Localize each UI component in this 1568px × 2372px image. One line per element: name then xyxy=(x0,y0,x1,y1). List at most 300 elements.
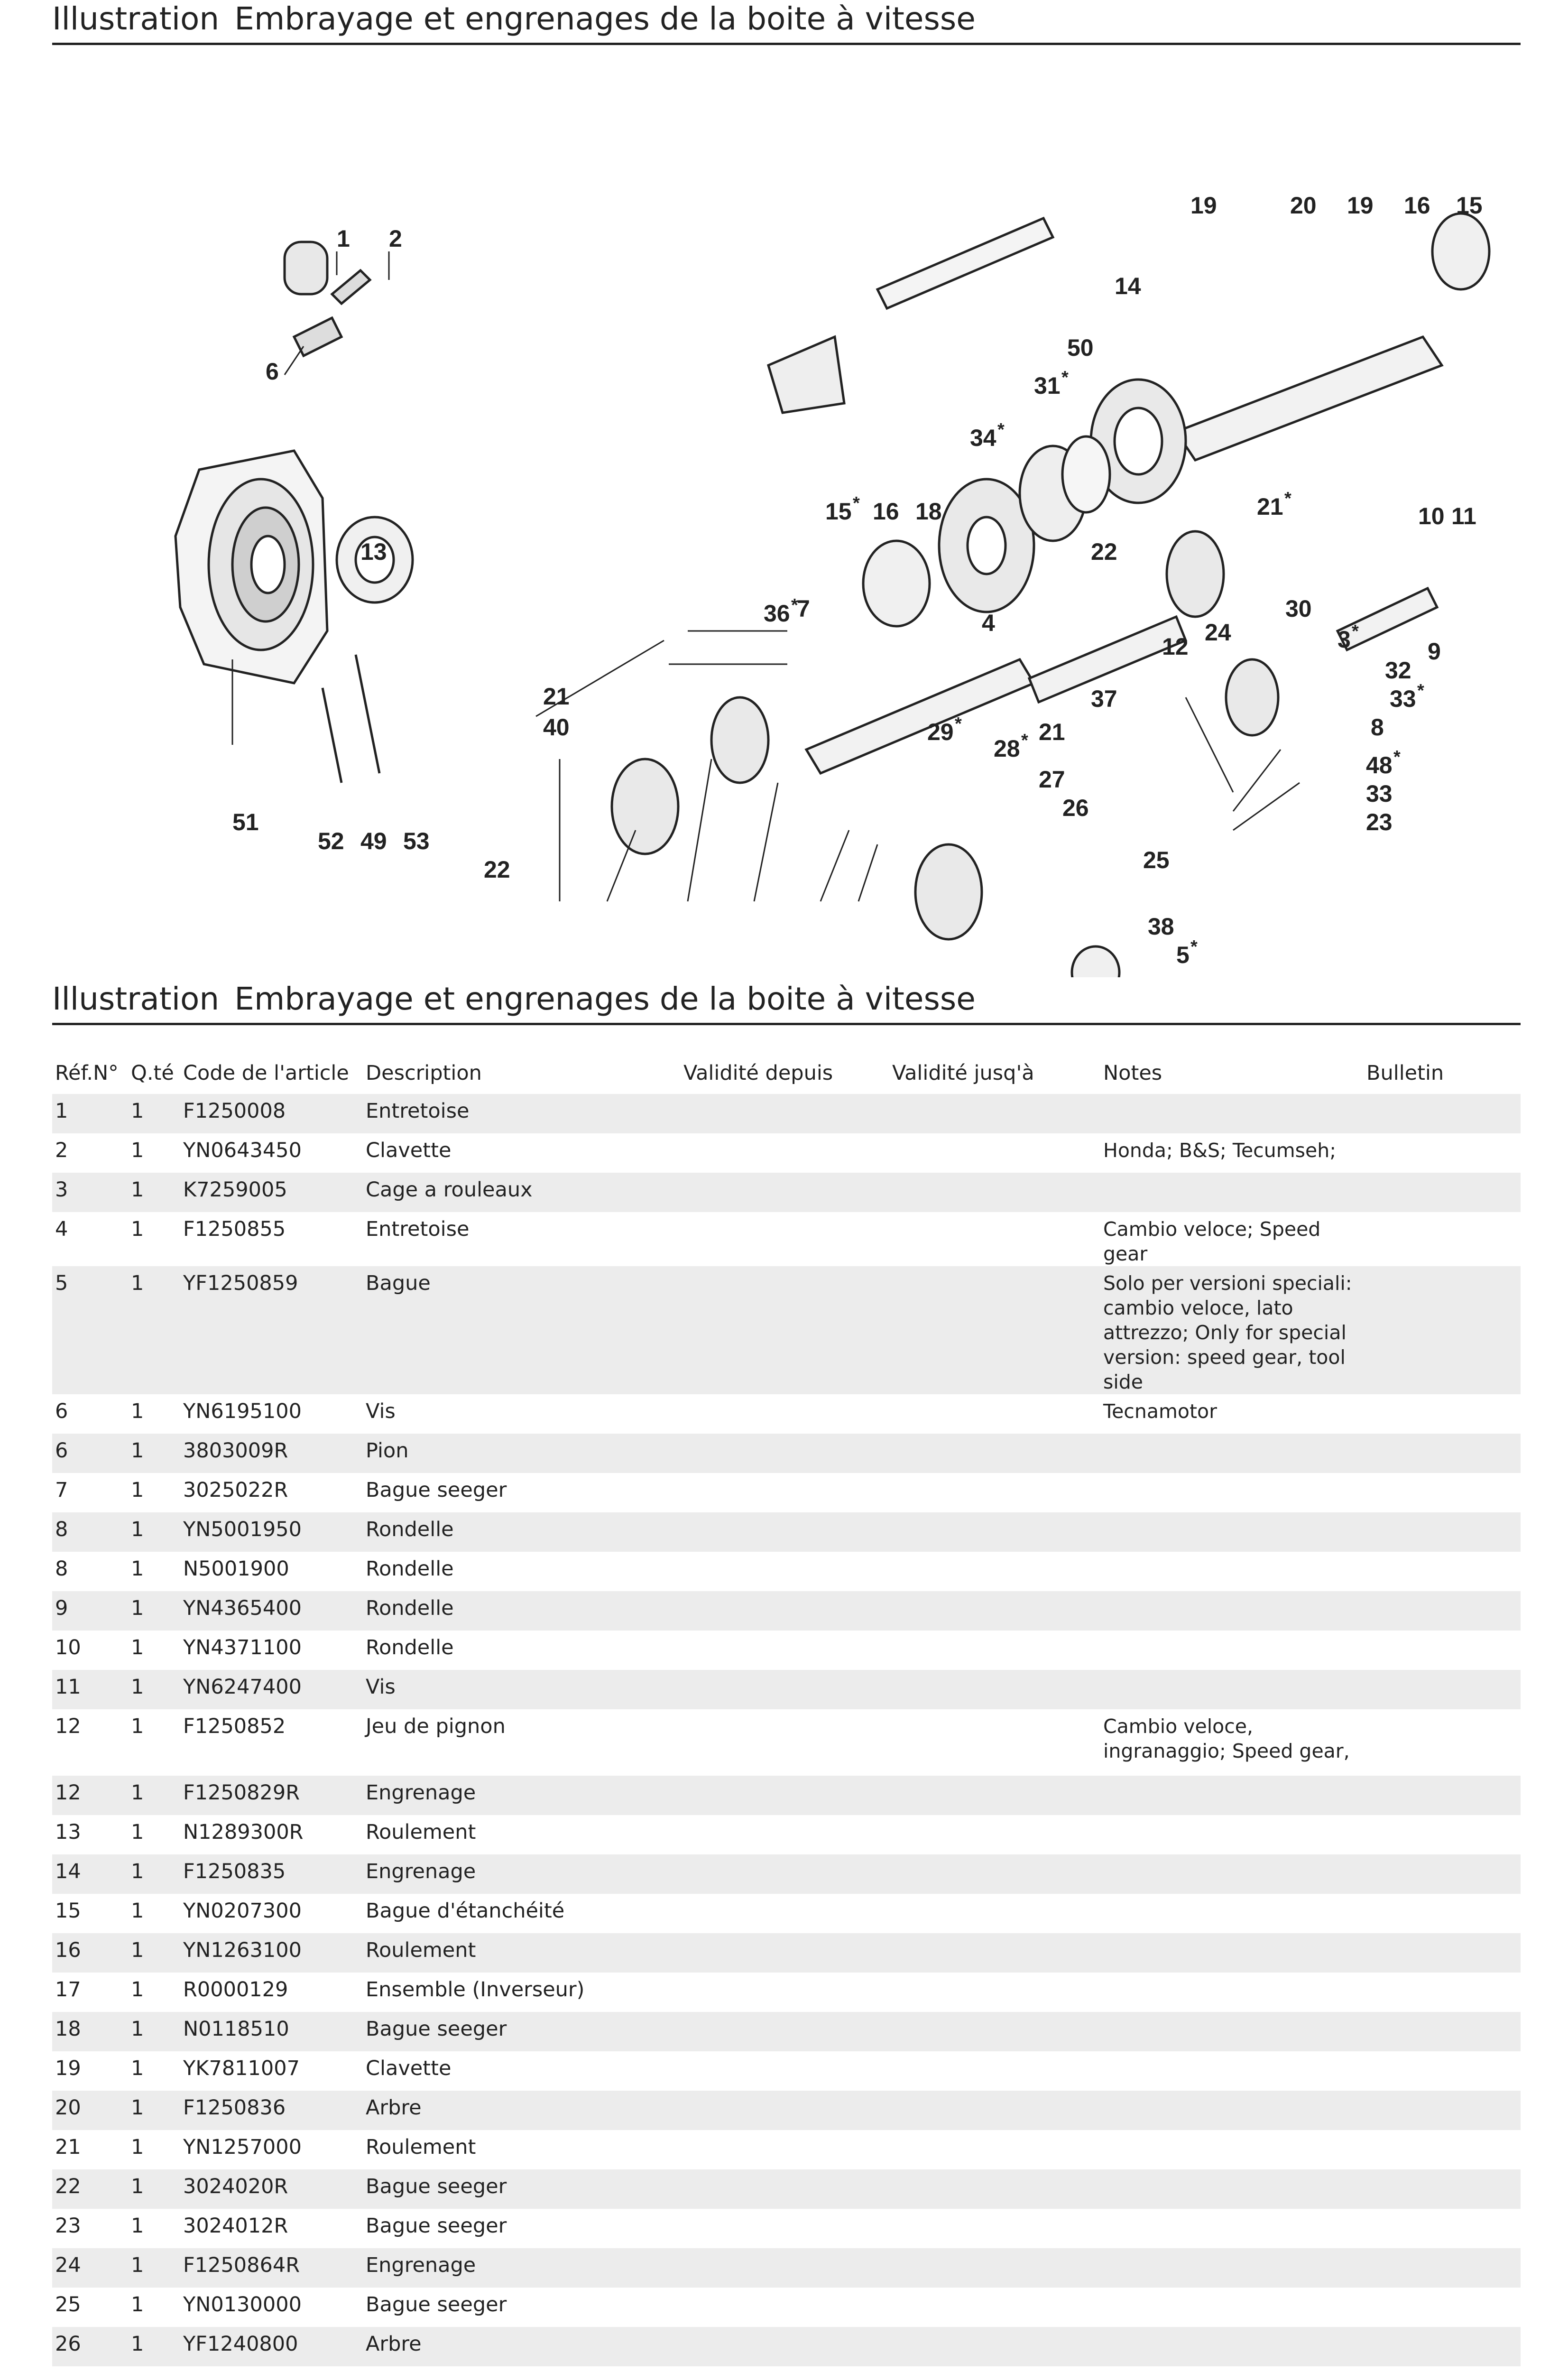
table-row xyxy=(52,1933,1521,1973)
cell-qty: 1 xyxy=(128,2169,180,2209)
cell-valid-from xyxy=(681,2169,889,2209)
callout-number: 11 xyxy=(1451,503,1476,529)
table-row xyxy=(52,2051,1521,2091)
heading-title: Embrayage et engrenages de la boite à vitesse xyxy=(234,981,976,1017)
cell-valid-from xyxy=(681,1434,889,1473)
callout-number: 7 xyxy=(797,595,810,622)
cell-code: YN1257000 xyxy=(183,2135,302,2159)
cell-code: F1250008 xyxy=(180,1094,363,1133)
cell-description: Clavette xyxy=(366,1139,452,1162)
cell-code: 3803009R xyxy=(180,1434,363,1473)
cell-valid-to xyxy=(889,2169,1100,2209)
cell-ref: 17 xyxy=(55,1978,81,2001)
cell-notes: Cambio veloce, ingranaggio; Speed gear, xyxy=(1103,1715,1350,1762)
cell-notes xyxy=(1100,2130,1364,2169)
cell-notes xyxy=(1100,1670,1364,1709)
cell-bulletin xyxy=(1364,2209,1521,2248)
callout-number: 38 xyxy=(1148,913,1174,940)
cell-bulletin xyxy=(1364,1133,1521,1173)
cell-description: Pion xyxy=(363,1434,681,1473)
cell-bulletin xyxy=(1364,1173,1521,1212)
cell-code: F1250836 xyxy=(180,2091,363,2130)
cell-bulletin xyxy=(1364,2091,1521,2130)
cell-description: Bague seeger xyxy=(366,2214,507,2238)
callout-number: 2 xyxy=(389,225,402,252)
cell-qty: 1 xyxy=(128,2327,180,2366)
cell-description: Rondelle xyxy=(366,1557,454,1581)
cell-notes xyxy=(1100,1434,1364,1473)
cell-bulletin xyxy=(1364,2366,1521,2372)
cell-notes xyxy=(1100,2248,1364,2288)
callout-number: 51 xyxy=(232,809,259,835)
cell-bulletin xyxy=(1364,2327,1521,2366)
heading-label: Illustration xyxy=(52,981,220,1017)
cell-valid-from xyxy=(681,1133,889,1173)
cell-valid-to xyxy=(889,2366,1100,2372)
header-description: Description xyxy=(366,1061,482,1085)
cell-notes xyxy=(1100,2012,1364,2051)
cell-ref: 13 xyxy=(55,1820,81,1844)
cell-valid-to xyxy=(889,1894,1100,1933)
cell-ref: 22 xyxy=(52,2169,128,2209)
cell-valid-from xyxy=(681,1591,889,1631)
cell-code: YN6195100 xyxy=(183,1399,302,1423)
cell-description: Bague seeger xyxy=(366,1478,507,1502)
cell-description: Rondelle xyxy=(366,1636,454,1659)
cell-ref: 16 xyxy=(52,1933,128,1973)
callout-number: 30 xyxy=(1285,595,1312,622)
callout-number: 21 xyxy=(543,683,570,710)
callout-number: 31 xyxy=(1034,372,1061,399)
cell-notes xyxy=(1100,1552,1364,1591)
cell-description: Roulement xyxy=(363,1933,681,1973)
cell-notes xyxy=(1100,2327,1364,2366)
cell-ref: 4 xyxy=(55,1217,68,1241)
cell-ref: 19 xyxy=(55,2057,81,2080)
callout-number: 19 xyxy=(1347,192,1374,219)
cell-valid-to xyxy=(889,1394,1100,1434)
callout-number: 12 xyxy=(1162,633,1189,660)
cell-valid-to xyxy=(889,1133,1100,1173)
table-row xyxy=(52,1709,1521,1776)
table-row xyxy=(52,1133,1521,1173)
cell-bulletin xyxy=(1364,1094,1521,1133)
cell-bulletin xyxy=(1364,1512,1521,1552)
callout-number: 3 xyxy=(1337,626,1351,653)
cell-ref: 21 xyxy=(55,2135,81,2159)
cell-description: Bague seeger xyxy=(366,2293,507,2316)
cell-bulletin xyxy=(1364,1709,1521,1776)
cell-description: Engrenage xyxy=(363,1854,681,1894)
cell-valid-to xyxy=(889,2209,1100,2248)
cell-ref: 10 xyxy=(55,1636,81,1659)
cell-bulletin xyxy=(1364,2169,1521,2209)
callout-number: 6 xyxy=(266,358,279,385)
cell-ref: 6 xyxy=(55,1399,68,1423)
callout-number: 9 xyxy=(1428,638,1441,665)
callout-number: 13 xyxy=(360,538,387,565)
cell-notes: Honda; B&S; Tecumseh; xyxy=(1103,1139,1337,1162)
cell-description: Vis xyxy=(363,1670,681,1709)
page-heading xyxy=(52,980,1521,1025)
table-row xyxy=(52,2091,1521,2130)
cell-valid-to xyxy=(889,1094,1100,1133)
callout-number: 15 xyxy=(1456,192,1483,219)
exploded-parts-diagram xyxy=(0,71,1568,977)
header-notes: Notes xyxy=(1103,1061,1162,1085)
cell-ref: 1 xyxy=(52,1094,128,1133)
cell-qty: 1 xyxy=(131,1399,144,1423)
cell-qty: 1 xyxy=(128,1591,180,1631)
cell-qty xyxy=(128,2366,180,2372)
cell-notes: Cambio veloce; Speed gear xyxy=(1103,1218,1321,1265)
cell-valid-to xyxy=(889,1933,1100,1973)
cell-ref: 8 xyxy=(52,1512,128,1552)
diagram-callouts xyxy=(232,192,1483,977)
cell-qty: 1 xyxy=(131,1978,144,2001)
table-row xyxy=(52,1552,1521,1591)
table-row xyxy=(52,1094,1521,1133)
cell-description: Rondelle xyxy=(363,1512,681,1552)
table-row xyxy=(52,2288,1521,2327)
cell-qty: 1 xyxy=(131,1557,144,1581)
cell-code: YN0130000 xyxy=(183,2293,302,2316)
cell-code: F1250829R xyxy=(180,1776,363,1815)
cell-valid-to xyxy=(889,1552,1100,1591)
callout-asterisk: * xyxy=(1352,621,1359,641)
cell-notes xyxy=(1100,2051,1364,2091)
cell-qty: 1 xyxy=(128,1512,180,1552)
cell-notes xyxy=(1100,2169,1364,2209)
cell-ref: 2 xyxy=(55,1139,68,1162)
callout-number: 16 xyxy=(1404,192,1430,219)
header-valid-to: Validité jusq'à xyxy=(892,1061,1034,1085)
cell-ref: 11 xyxy=(52,1670,128,1709)
callout-number: 16 xyxy=(873,498,899,525)
callout-number: 19 xyxy=(1190,192,1217,219)
cell-ref: 5 xyxy=(52,1266,128,1394)
cell-notes xyxy=(1100,2288,1364,2327)
cell-valid-to xyxy=(889,1709,1100,1776)
cell-description: Engrenage xyxy=(363,2248,681,2288)
callout-number: 34 xyxy=(970,425,996,451)
cell-description: Jeu de pignon xyxy=(366,1714,506,1738)
parts-table xyxy=(52,1053,1521,2372)
callout-number: 4 xyxy=(982,610,995,636)
callout-number: 21 xyxy=(1039,719,1065,745)
cell-notes xyxy=(1100,1591,1364,1631)
cell-valid-to xyxy=(889,2091,1100,2130)
cell-qty: 1 xyxy=(131,2135,144,2159)
cell-code: YN4365400 xyxy=(180,1591,363,1631)
table-row xyxy=(52,1212,1521,1266)
cell-bulletin xyxy=(1364,1933,1521,1973)
cell-description: Cage a rouleaux xyxy=(363,1173,681,1212)
page-heading xyxy=(52,0,1521,45)
cell-valid-to xyxy=(889,1854,1100,1894)
cell-valid-from xyxy=(681,1394,889,1434)
cell-code: YN4371100 xyxy=(183,1636,302,1659)
table-row xyxy=(52,1394,1521,1434)
header-bulletin: Bulletin xyxy=(1366,1061,1444,1085)
cell-qty: 1 xyxy=(128,1434,180,1473)
cell-valid-to xyxy=(889,1670,1100,1709)
cell-valid-from xyxy=(681,1473,889,1512)
callout-number: 22 xyxy=(484,856,510,883)
callout-number: 25 xyxy=(1143,847,1170,873)
cell-ref: 24 xyxy=(52,2248,128,2288)
cell-valid-to xyxy=(889,1631,1100,1670)
cell-valid-from xyxy=(681,1212,889,1266)
cell-bulletin xyxy=(1364,1670,1521,1709)
cell-code: R0000129 xyxy=(183,1978,288,2001)
cell-valid-from xyxy=(681,1094,889,1133)
cell-valid-from xyxy=(681,1709,889,1776)
table-row xyxy=(52,1591,1521,1631)
cell-ref: 3 xyxy=(52,1173,128,1212)
cell-qty: 1 xyxy=(131,2214,144,2238)
cell-code: YN6247400 xyxy=(180,1670,363,1709)
cell-valid-from xyxy=(681,2012,889,2051)
cell-code: F1250855 xyxy=(183,1217,286,1241)
table-row xyxy=(52,1266,1521,1394)
cell-qty: 1 xyxy=(131,1714,144,1738)
cell-valid-to xyxy=(889,2130,1100,2169)
cell-valid-to xyxy=(889,1473,1100,1512)
table-row xyxy=(52,1854,1521,1894)
cell-bulletin xyxy=(1364,1854,1521,1894)
cell-ref: 12 xyxy=(55,1714,81,1738)
cell-qty: 1 xyxy=(131,1478,144,1502)
cell-description: Bague seeger xyxy=(363,2169,681,2209)
cell-notes xyxy=(1100,1933,1364,1973)
cell-qty: 1 xyxy=(131,1139,144,1162)
cell-code: YK7811007 xyxy=(183,2057,300,2080)
cell-valid-to xyxy=(889,2288,1100,2327)
callout-asterisk: * xyxy=(997,420,1005,440)
cell-valid-to xyxy=(889,1591,1100,1631)
cell-bulletin xyxy=(1364,2288,1521,2327)
cell-notes xyxy=(1100,1973,1364,2012)
table-row xyxy=(52,2130,1521,2169)
cell-valid-from xyxy=(681,1173,889,1212)
table-row xyxy=(52,1512,1521,1552)
cell-description: Roulement xyxy=(366,1820,476,1844)
cell-code: YF1250859 xyxy=(180,1266,363,1394)
table-row xyxy=(52,1173,1521,1212)
cell-valid-from xyxy=(681,1670,889,1709)
cell-code: YF1240800 xyxy=(180,2327,363,2366)
cell-ref: 6 xyxy=(52,1434,128,1473)
cell-valid-from xyxy=(681,1776,889,1815)
cell-qty: 1 xyxy=(131,1899,144,1923)
table-row xyxy=(52,1670,1521,1709)
cell-qty: 1 xyxy=(131,1217,144,1241)
cell-valid-from xyxy=(681,2130,889,2169)
cell-bulletin xyxy=(1364,1394,1521,1434)
cell-bulletin xyxy=(1364,1776,1521,1815)
cell-code: 3025022R xyxy=(183,1478,288,1502)
table-header-row xyxy=(52,1053,1521,1094)
cell-valid-from xyxy=(681,2091,889,2130)
cell-bulletin xyxy=(1364,1434,1521,1473)
cell-ref: 7 xyxy=(55,1478,68,1502)
callout-number: 48 xyxy=(1366,752,1393,778)
callout-number: 20 xyxy=(1290,192,1317,219)
callout-asterisk: * xyxy=(1284,489,1291,509)
callout-asterisk: * xyxy=(1417,681,1424,701)
cell-notes xyxy=(1100,2091,1364,2130)
table-row xyxy=(52,2012,1521,2051)
cell-description: Clavette xyxy=(366,2057,452,2080)
table-row xyxy=(52,1815,1521,1854)
cell-valid-from xyxy=(681,2366,889,2372)
cell-code: F1250852 xyxy=(183,1714,286,1738)
callout-number: 53 xyxy=(403,828,430,854)
table-row xyxy=(52,1473,1521,1512)
heading-title: Embrayage et engrenages de la boite à vitesse xyxy=(234,0,976,37)
cell-description: Bague seeger xyxy=(363,2012,681,2051)
cell-valid-to xyxy=(889,1815,1100,1854)
cell-code: YN5001950 xyxy=(180,1512,363,1552)
cell-code: YN1263100 xyxy=(180,1933,363,1973)
cell-notes xyxy=(1100,1854,1364,1894)
cell-valid-from xyxy=(681,2051,889,2091)
cell-bulletin xyxy=(1364,1973,1521,2012)
cell-ref: 8 xyxy=(55,1557,68,1581)
cell-valid-from xyxy=(681,1552,889,1591)
callout-number: 40 xyxy=(543,714,570,741)
callout-number: 33 xyxy=(1390,686,1416,712)
header-ref: Réf.N° xyxy=(55,1061,119,1085)
table-body xyxy=(52,1094,1521,2372)
cell-ref: 20 xyxy=(52,2091,128,2130)
heading-label: Illustration xyxy=(52,0,220,37)
cell-ref: 23 xyxy=(55,2214,81,2238)
callout-number: 32 xyxy=(1385,657,1411,684)
cell-ref: 15 xyxy=(55,1899,81,1923)
cell-valid-to xyxy=(889,2051,1100,2091)
cell-bulletin xyxy=(1364,2012,1521,2051)
cell-ref: 18 xyxy=(52,2012,128,2051)
callout-number: 23 xyxy=(1366,809,1393,835)
cell-description: Vis xyxy=(366,1399,396,1423)
cell-description: Arbre xyxy=(363,2327,681,2366)
cell-bulletin xyxy=(1364,1473,1521,1512)
cell-qty: 1 xyxy=(128,1094,180,1133)
cell-code: F1250864R xyxy=(180,2248,363,2288)
cell-code: 3024012R xyxy=(183,2214,288,2238)
cell-description: Entretoise xyxy=(366,1217,470,1241)
cell-qty: 1 xyxy=(131,2293,144,2316)
cell-description xyxy=(363,2366,681,2372)
cell-code: F1250835 xyxy=(180,1854,363,1894)
cell-qty: 1 xyxy=(128,2012,180,2051)
cell-ref xyxy=(52,2366,128,2372)
callout-number: 37 xyxy=(1091,686,1117,712)
cell-valid-to xyxy=(889,1776,1100,1815)
cell-notes xyxy=(1100,1512,1364,1552)
callout-number: 8 xyxy=(1371,714,1384,741)
callout-number: 33 xyxy=(1366,780,1393,807)
callout-number: 27 xyxy=(1039,766,1065,793)
cell-bulletin xyxy=(1364,1631,1521,1670)
cell-notes xyxy=(1100,1776,1364,1815)
table-row xyxy=(52,2248,1521,2288)
cell-valid-to xyxy=(889,1212,1100,1266)
cell-description: Engrenage xyxy=(363,1776,681,1815)
cell-valid-from xyxy=(681,1973,889,2012)
cell-valid-to xyxy=(889,2248,1100,2288)
cell-description: Ensemble (Inverseur) xyxy=(366,1978,585,2001)
cell-notes xyxy=(1100,1631,1364,1670)
callout-number: 29 xyxy=(927,719,954,745)
table-row xyxy=(52,1631,1521,1670)
callout-asterisk: * xyxy=(1061,368,1069,388)
table-row xyxy=(52,1894,1521,1933)
cell-bulletin xyxy=(1364,2248,1521,2288)
cell-notes xyxy=(1100,1894,1364,1933)
callout-number: 18 xyxy=(915,498,942,525)
cell-valid-from xyxy=(681,1894,889,1933)
callout-asterisk: * xyxy=(853,493,860,513)
cell-bulletin xyxy=(1364,2130,1521,2169)
table-row xyxy=(52,2366,1521,2372)
cell-description: Bague d'étanchéité xyxy=(366,1899,565,1923)
cell-notes: Solo per versioni speciali: cambio veloce, lato attrezzo; Only for special version: speed gear, tool side xyxy=(1100,1266,1364,1394)
cell-bulletin xyxy=(1364,1894,1521,1933)
callout-number: 5 xyxy=(1176,942,1190,968)
cell-ref: 26 xyxy=(52,2327,128,2366)
cell-qty: 1 xyxy=(128,1173,180,1212)
cell-valid-from xyxy=(681,1815,889,1854)
cell-valid-to xyxy=(889,1173,1100,1212)
cell-valid-from xyxy=(681,1854,889,1894)
header-valid-from: Validité depuis xyxy=(683,1061,833,1085)
cell-valid-to xyxy=(889,1973,1100,2012)
cell-bulletin xyxy=(1364,2051,1521,2091)
cell-description: Entretoise xyxy=(363,1094,681,1133)
cell-code: N1289300R xyxy=(183,1820,304,1844)
cell-qty: 1 xyxy=(128,1776,180,1815)
cell-notes xyxy=(1100,1815,1364,1854)
callout-number: 28 xyxy=(994,735,1020,762)
callout-number: 49 xyxy=(360,828,387,854)
callout-number: 1 xyxy=(337,225,350,252)
cell-description: Rondelle xyxy=(363,1591,681,1631)
cell-ref: 12 xyxy=(52,1776,128,1815)
cell-code: N0118510 xyxy=(180,2012,363,2051)
cell-code: YN0207300 xyxy=(183,1899,302,1923)
cell-valid-from xyxy=(681,2248,889,2288)
cell-valid-to xyxy=(889,1512,1100,1552)
callout-asterisk: * xyxy=(1393,747,1401,767)
cell-qty: 1 xyxy=(128,2091,180,2130)
header-qty: Q.té xyxy=(131,1061,174,1085)
cell-valid-to xyxy=(889,2012,1100,2051)
table-row xyxy=(52,2169,1521,2209)
callout-number: 52 xyxy=(318,828,344,854)
callout-number: 15 xyxy=(825,498,852,525)
callout-asterisk: * xyxy=(791,595,798,615)
cell-notes xyxy=(1100,2366,1364,2372)
cell-notes: Tecnamotor xyxy=(1103,1400,1217,1423)
cell-ref: 14 xyxy=(52,1854,128,1894)
callout-asterisk: * xyxy=(955,714,962,734)
cell-code: K7259005 xyxy=(180,1173,363,1212)
cell-qty: 1 xyxy=(128,1933,180,1973)
header-code: Code de l'article xyxy=(183,1061,349,1085)
